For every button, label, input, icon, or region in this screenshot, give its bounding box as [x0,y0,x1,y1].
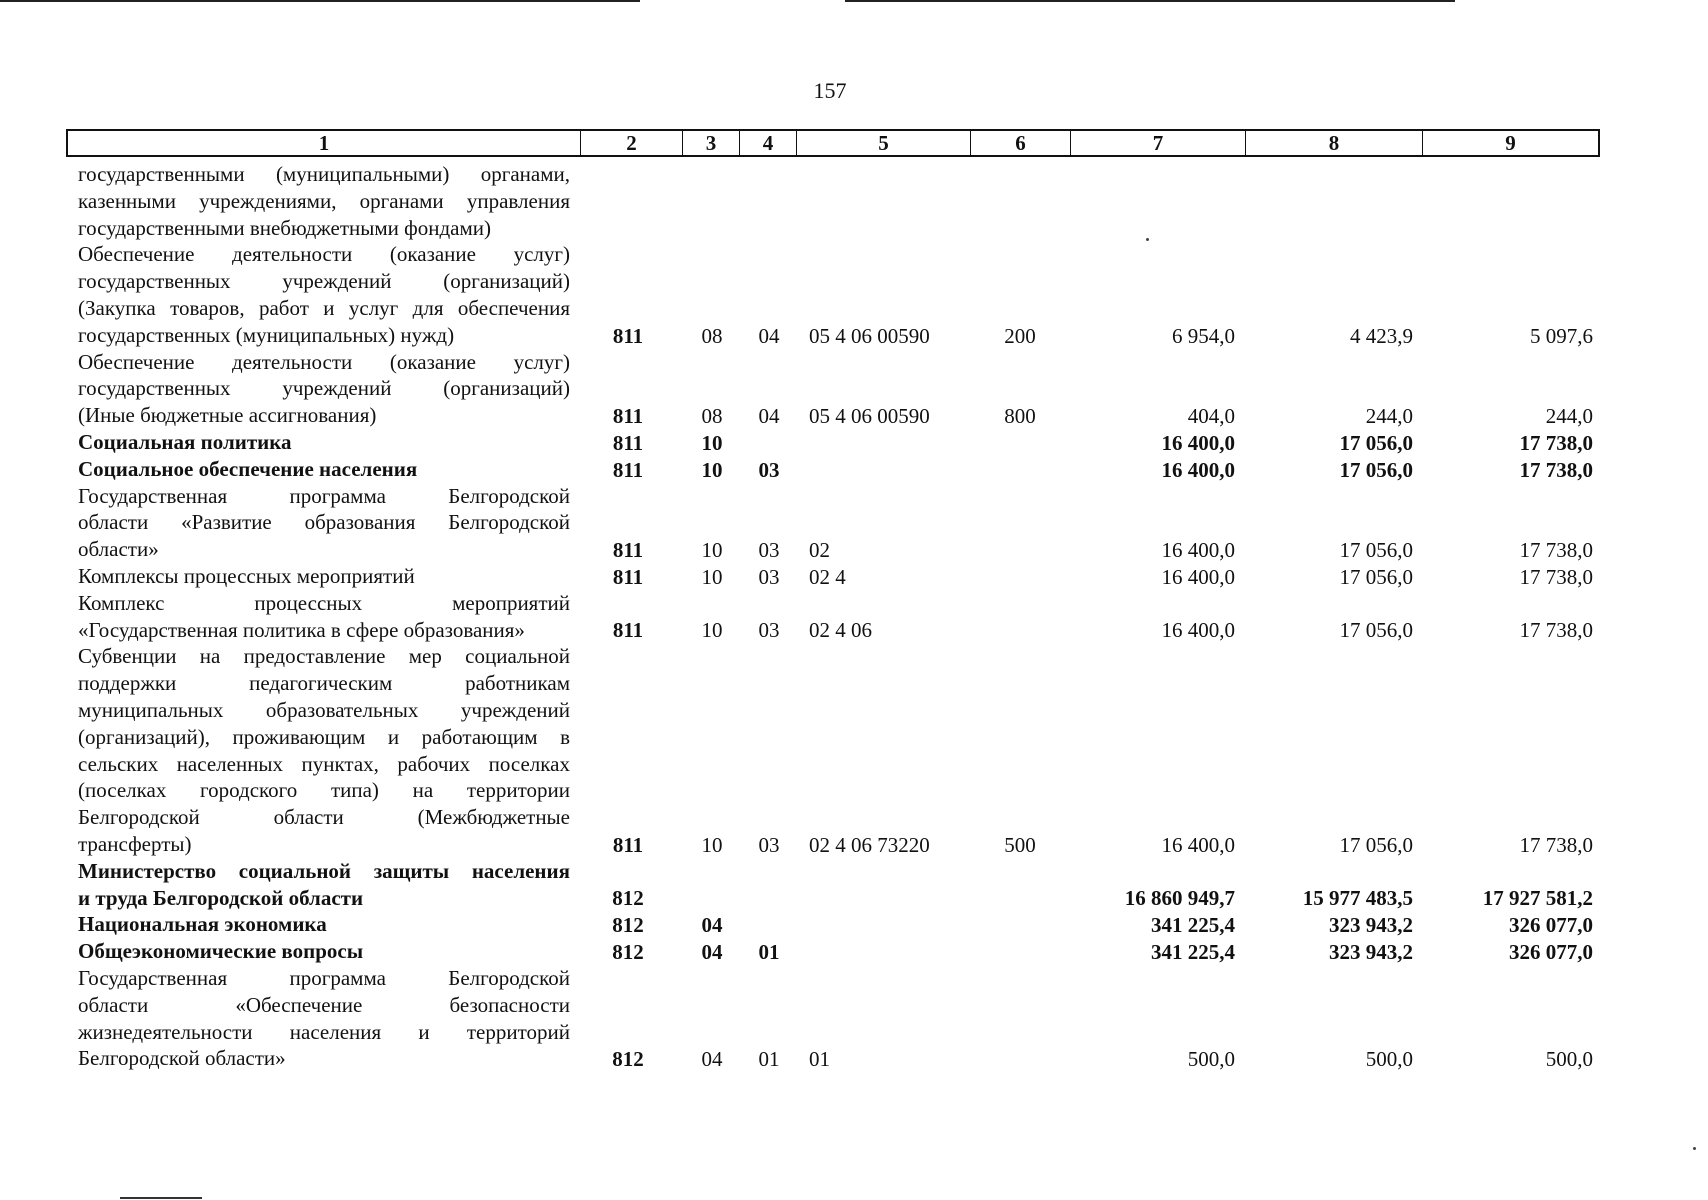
header-cell-4: 4 [739,131,796,155]
admin-code: 811 [612,832,644,857]
description-line: «Государственная политика в сфере образования» [78,617,525,642]
amount-col-7: 341 225,4 [1151,913,1235,938]
description-line: казенными учреждениями, органами управления [78,188,570,213]
table-row [0,483,1708,563]
section-code: 04 [701,913,723,938]
row-description [78,590,570,644]
expense-type: 200 [1004,323,1036,348]
amount-col-9: 17 738,0 [1519,564,1593,589]
description-line: государственных учреждений (организаций) [78,376,570,401]
amount-col-8: 244,0 [1365,403,1413,428]
description-line: области» [78,537,159,562]
description-line: Субвенции на предоставление мер социальной [78,644,570,669]
section-code: 10 [701,457,723,482]
row-description [78,241,570,348]
description-line: государственных (муниципальных) нужд) [78,322,455,347]
description-line: Государственная программа Белгородской [78,965,570,990]
target-article: 02 4 06 73220 [809,832,930,857]
amount-col-9: 17 738,0 [1519,537,1593,562]
expense-type: 800 [1004,403,1036,428]
table-row [0,349,1708,429]
amount-col-9: 244,0 [1545,403,1593,428]
subsection-code: 03 [758,564,780,589]
scan-speck [1693,1147,1696,1150]
table-row [0,590,1708,644]
section-code: 08 [701,323,723,348]
amount-col-7: 16 400,0 [1161,618,1235,643]
amount-col-7: 500,0 [1187,1047,1235,1072]
scan-speck [1146,238,1149,241]
expense-type: 500 [1004,832,1036,857]
row-description [78,858,570,912]
amount-col-9: 5 097,6 [1530,323,1593,348]
description-line: (организаций), проживающим и работающим в [78,724,570,749]
target-article: 01 [809,1047,830,1072]
description-line: сельских населенных пунктах, рабочих поселках [78,751,570,776]
table-row [0,911,1708,938]
target-article: 02 [809,537,830,562]
header-cell-2: 2 [580,131,682,155]
amount-col-8: 17 056,0 [1339,618,1413,643]
admin-code: 812 [612,939,644,964]
admin-code: 812 [612,913,644,938]
row-description [78,349,570,429]
subsection-code: 03 [758,618,780,643]
admin-code: 811 [612,618,644,643]
top-rule-left [0,0,640,2]
table-row [0,241,1708,348]
amount-col-9: 17 738,0 [1519,832,1593,857]
table-body [0,161,1708,1072]
description-line: области «Обеспечение безопасности [78,992,570,1017]
description-line: (поселках городского типа) на территории [78,778,570,803]
row-description [78,965,570,1072]
description-line: Комплексы процессных мероприятий [78,563,415,588]
admin-code: 811 [612,564,644,589]
description-line: Обеспечение деятельности (оказание услуг) [78,242,570,267]
amount-col-8: 17 056,0 [1339,457,1413,482]
subsection-code: 01 [758,1047,780,1072]
row-description [78,161,570,241]
amount-col-7: 16 860 949,7 [1124,886,1235,911]
bottom-rule [120,1197,202,1199]
admin-code: 811 [612,430,644,455]
description-line: жизнедеятельности населения и территорий [78,1019,570,1044]
row-description [78,483,570,563]
table-row [0,161,1708,241]
description-line: Национальная экономика [78,912,327,937]
amount-col-8: 17 056,0 [1339,564,1413,589]
row-description [78,643,570,857]
subsection-code: 03 [758,457,780,482]
amount-col-7: 16 400,0 [1161,832,1235,857]
description-line: государственными внебюджетными фондами) [78,215,492,240]
amount-col-8: 15 977 483,5 [1302,886,1413,911]
description-line: (Иные бюджетные ассигнования) [78,403,377,428]
subsection-code: 04 [758,323,780,348]
header-cell-9: 9 [1422,131,1598,155]
section-code: 04 [701,1047,723,1072]
target-article: 02 4 [809,564,846,589]
admin-code: 812 [612,1047,644,1072]
description-line: трансферты) [78,831,192,856]
description-line: Социальное обеспечение населения [78,456,418,481]
subsection-code: 04 [758,403,780,428]
description-line: Общеэкономические вопросы [78,939,364,964]
admin-code: 811 [612,537,644,562]
description-line: Обеспечение деятельности (оказание услуг) [78,349,570,374]
page-number: 157 [813,78,847,103]
header-cell-8: 8 [1245,131,1422,155]
table-row [0,456,1708,483]
subsection-code: 03 [758,832,780,857]
header-cell-1: 1 [318,131,330,155]
description-line: Социальная политика [78,429,292,454]
target-article: 02 4 06 [809,618,872,643]
description-line: Белгородской области» [78,1046,286,1071]
amount-col-8: 17 056,0 [1339,430,1413,455]
amount-col-9: 326 077,0 [1509,939,1593,964]
row-description [78,456,570,483]
table-row [0,965,1708,1072]
description-line: Министерство социальной защиты населения [78,858,570,883]
amount-col-7: 341 225,4 [1151,939,1235,964]
description-line: и труда Белгородской области [78,885,364,910]
description-line: поддержки педагогическим работникам [78,671,570,696]
table-row [0,429,1708,456]
amount-col-9: 500,0 [1545,1047,1593,1072]
table-row [0,858,1708,912]
description-line: области «Развитие образования Белгородской [78,510,570,535]
row-description [78,911,570,938]
header-cell-7: 7 [1070,131,1245,155]
amount-col-8: 323 943,2 [1329,939,1413,964]
amount-col-7: 16 400,0 [1161,430,1235,455]
description-line: муниципальных образовательных учреждений [78,697,570,722]
target-article: 05 4 06 00590 [809,323,930,348]
section-code: 04 [701,939,723,964]
amount-col-7: 6 954,0 [1172,323,1235,348]
table-header [66,129,1600,157]
description-line: Комплекс процессных мероприятий [78,590,570,615]
table-row [0,563,1708,590]
row-description [78,563,570,590]
admin-code: 811 [612,403,644,428]
amount-col-8: 17 056,0 [1339,537,1413,562]
amount-col-9: 17 738,0 [1519,457,1593,482]
section-code: 10 [701,430,723,455]
target-article: 05 4 06 00590 [809,403,930,428]
subsection-code: 01 [758,939,780,964]
table-row [0,938,1708,965]
header-cell-6: 6 [970,131,1070,155]
section-code: 08 [701,403,723,428]
amount-col-9: 326 077,0 [1509,913,1593,938]
top-rule-right [845,0,1455,2]
section-code: 10 [701,832,723,857]
amount-col-7: 16 400,0 [1161,564,1235,589]
admin-code: 812 [612,886,644,911]
amount-col-9: 17 738,0 [1519,430,1593,455]
subsection-code: 03 [758,537,780,562]
description-line: государственных учреждений (организаций) [78,269,570,294]
amount-col-7: 404,0 [1187,403,1235,428]
amount-col-7: 16 400,0 [1161,537,1235,562]
table-row [0,643,1708,857]
row-description [78,429,570,456]
header-cell-3: 3 [682,131,739,155]
description-line: (Закупка товаров, работ и услуг для обеспечения [78,295,570,320]
header-cell-5: 5 [796,131,970,155]
section-code: 10 [701,564,723,589]
amount-col-8: 17 056,0 [1339,832,1413,857]
amount-col-7: 16 400,0 [1161,457,1235,482]
amount-col-9: 17 738,0 [1519,618,1593,643]
description-line: Государственная программа Белгородской [78,483,570,508]
row-description [78,938,570,965]
amount-col-8: 323 943,2 [1329,913,1413,938]
description-line: государственными (муниципальными) органами, [78,162,570,186]
amount-col-9: 17 927 581,2 [1482,886,1593,911]
admin-code: 811 [612,457,644,482]
description-line: Белгородской области (Межбюджетные [78,805,570,830]
section-code: 10 [701,537,723,562]
amount-col-8: 4 423,9 [1350,323,1413,348]
admin-code: 811 [612,323,644,348]
section-code: 10 [701,618,723,643]
amount-col-8: 500,0 [1365,1047,1413,1072]
